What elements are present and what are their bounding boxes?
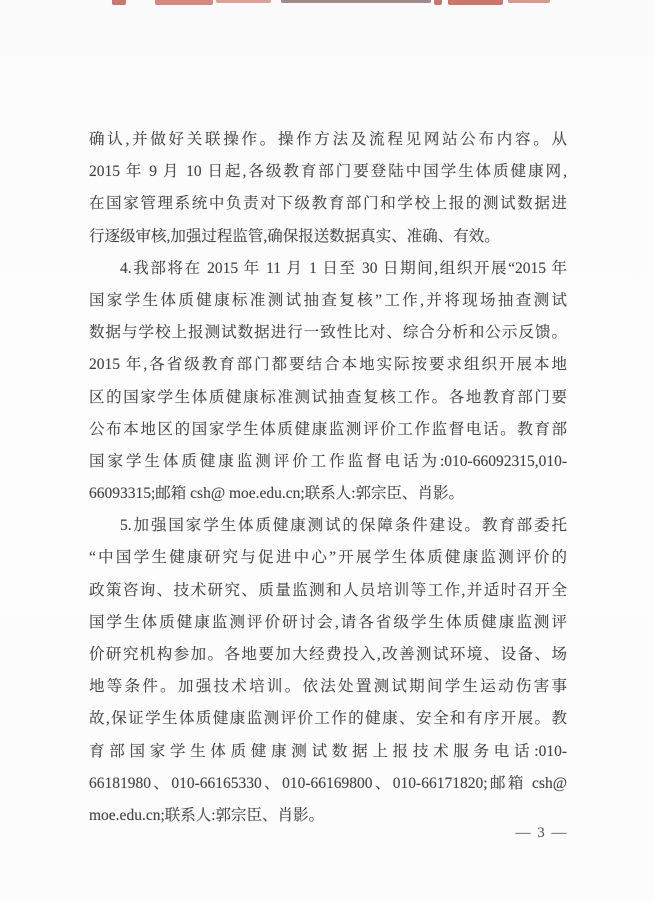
text-line: 育部国家学生体质健康测试数据上报技术服务电话:010- (89, 742, 567, 760)
text-line: 2015 年,各省级教育部门都要结合本地实际按要求组织开展本地 (89, 356, 567, 374)
red-glyph-fragment (448, 0, 503, 5)
red-glyph-fragment (112, 0, 126, 5)
text-line: 公布本地区的国家学生体质健康监测评价工作监督电话。教育部 (89, 420, 567, 438)
red-glyph-fragment (434, 0, 442, 5)
text-line: 66093315;邮箱 csh@ moe.edu.cn;联系人:郭宗臣、肖影。 (89, 485, 465, 503)
red-glyph-fragment (281, 0, 431, 3)
text-line: 2015 年 9 月 10 日起,各级教育部门要登陆中国学生体质健康网, (89, 163, 567, 181)
red-glyph-fragment (508, 0, 550, 3)
text-line: 66181980、010-66165330、010-66169800、010-66171820;邮箱 csh@ (89, 774, 567, 792)
text-line: 国家学生体质健康监测评价工作监督电话为:010-66092315,010- (89, 452, 567, 470)
text-line: 数据与学校上报测试数据进行一致性比对、综合分析和公示反馈。 (89, 324, 567, 342)
text-line: 在国家管理系统中负责对下级教育部门和学校上报的测试数据进 (89, 195, 567, 213)
text-line: 政策咨询、技术研究、质量监测和人员培训等工作,并适时召开全 (89, 581, 567, 599)
text-block (89, 124, 567, 832)
red-glyph-fragment (216, 0, 271, 3)
text-line: 地等条件。加强技术培训。依法处置测试期间学生运动伤害事 (89, 678, 567, 696)
text-line: 国学生体质健康监测评价研讨会,请各省级学生体质健康监测评 (89, 613, 567, 631)
text-line: 故,保证学生体质健康监测评价工作的健康、安全和有序开展。教 (89, 710, 567, 728)
letterhead-remnant (0, 0, 654, 9)
text-line: 价研究机构参加。各地要加大经费投入,改善测试环境、设备、场 (89, 646, 567, 663)
text-line: moe.edu.cn;联系人:郭宗臣、肖影。 (89, 806, 325, 824)
red-glyph-fragment (155, 0, 213, 5)
page-number: — 3 — (515, 825, 568, 841)
text-line: 4.我部将在 2015 年 11 月 1 日至 30 日期间,组织开展“2015 年 (120, 259, 567, 277)
text-line: 确认,并做好关联操作。操作方法及流程见网站公布内容。从 (89, 131, 567, 148)
text-line: 行逐级审核,加强过程监管,确保报送数据真实、准确、有效。 (89, 227, 500, 245)
text-line: 国家学生体质健康标准测试抽查复核”工作,并将现场抽查测试 (89, 291, 567, 309)
text-line: 区的国家学生体质健康标准测试抽查复核工作。各地教育部门要 (89, 388, 567, 406)
text-line: 5.加强国家学生体质健康测试的保障条件建设。教育部委托 (120, 517, 567, 535)
text-line: “中国学生健康研究与促进中心”开展学生体质健康监测评价的 (89, 549, 567, 567)
